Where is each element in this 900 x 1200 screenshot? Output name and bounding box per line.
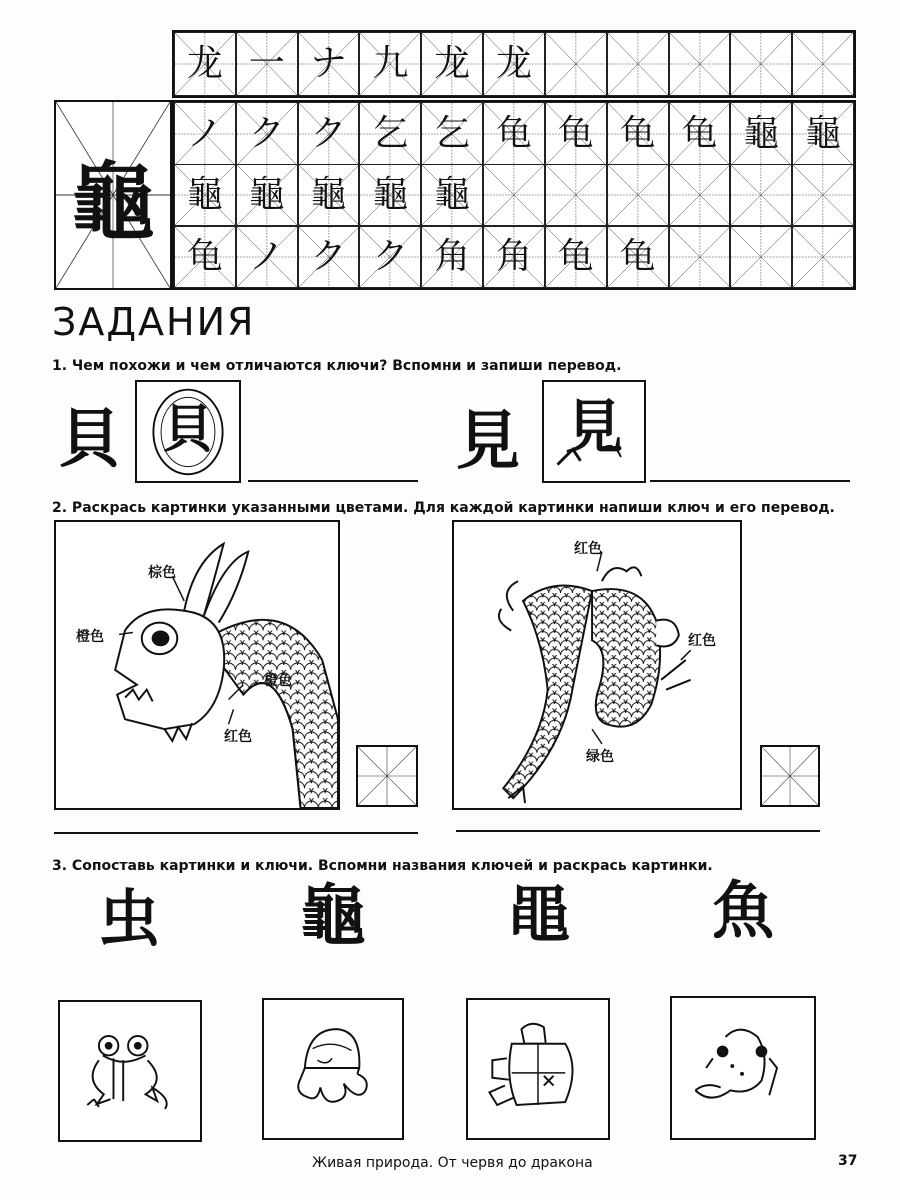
label-red-top: 红色 bbox=[574, 541, 602, 557]
grid-character: 龜 bbox=[372, 174, 409, 215]
grid-cell[interactable] bbox=[792, 32, 854, 96]
see-character: 見 bbox=[564, 393, 623, 461]
task-3-char-turtle: 龜 bbox=[300, 876, 366, 954]
grid-cell[interactable] bbox=[174, 164, 236, 226]
grid-cell[interactable] bbox=[607, 32, 669, 96]
grid-cell[interactable] bbox=[669, 226, 731, 288]
task-1-char-b: 見 bbox=[456, 404, 520, 479]
grid-cell[interactable] bbox=[359, 226, 421, 288]
task-3-char-frog: 黽 bbox=[508, 878, 571, 951]
dragon-body-picture bbox=[452, 520, 742, 810]
footer-caption: Живая природа. От червя до дракона bbox=[312, 1155, 593, 1171]
task-3-instruction: 3. Сопоставь картинки и ключи. Вспомни названия ключей и раскрась картинки. bbox=[52, 858, 713, 874]
grid-cell[interactable] bbox=[730, 102, 792, 166]
radical-box-left[interactable] bbox=[356, 745, 418, 807]
grid-character: 龟 bbox=[557, 113, 594, 154]
grid-character: ク bbox=[310, 113, 347, 154]
grid-character bbox=[731, 165, 791, 225]
task-1-char-a: 貝 bbox=[58, 402, 122, 477]
grid-cell[interactable] bbox=[483, 226, 545, 288]
task-2-instruction: 2. Раскрась картинки указанными цветами. Для каждой картинки напиши ключ и его перевод. bbox=[52, 500, 835, 516]
stroke-order-row-1 bbox=[172, 30, 856, 98]
task-3-char-fish: 魚 bbox=[712, 874, 775, 947]
jellyfish-icon bbox=[264, 1000, 402, 1138]
grid-character bbox=[731, 33, 791, 95]
guide-lines-icon bbox=[358, 747, 416, 805]
stroke-order-row-2 bbox=[172, 100, 856, 168]
grid-cell[interactable] bbox=[792, 226, 854, 288]
grid-cell[interactable] bbox=[174, 226, 236, 288]
grid-character: 龟 bbox=[495, 113, 532, 154]
task-1-answer-line-b[interactable] bbox=[650, 480, 850, 482]
grid-cell[interactable] bbox=[236, 32, 298, 96]
grid-character bbox=[484, 165, 544, 225]
grid-character: ノ bbox=[248, 236, 285, 277]
dragon-body-icon bbox=[454, 522, 740, 808]
grid-character bbox=[608, 165, 668, 225]
grid-character: 龜 bbox=[434, 174, 471, 215]
grid-cell[interactable] bbox=[545, 164, 607, 226]
grid-cell[interactable] bbox=[421, 164, 483, 226]
tadpole-icon bbox=[672, 998, 814, 1138]
grid-cell[interactable] bbox=[607, 164, 669, 226]
radical-box-right[interactable] bbox=[760, 745, 820, 807]
grid-character: 龜 bbox=[310, 174, 347, 215]
picture-frog[interactable] bbox=[58, 1000, 202, 1142]
grid-cell[interactable] bbox=[421, 102, 483, 166]
task-2-answer-line-right[interactable] bbox=[456, 830, 820, 832]
stroke-order-row-4 bbox=[172, 226, 856, 290]
grid-character: 角 bbox=[495, 236, 532, 277]
guide-lines-icon bbox=[762, 747, 818, 805]
grid-character: 一 bbox=[248, 43, 285, 84]
grid-cell[interactable] bbox=[545, 102, 607, 166]
grid-character bbox=[546, 165, 606, 225]
grid-character: ク bbox=[372, 236, 409, 277]
big-character: 龜 bbox=[70, 151, 155, 251]
grid-character: 龟 bbox=[619, 113, 656, 154]
grid-cell[interactable] bbox=[421, 32, 483, 96]
grid-cell[interactable] bbox=[545, 226, 607, 288]
grid-cell[interactable] bbox=[298, 102, 360, 166]
grid-character: 龙 bbox=[495, 43, 532, 84]
label-orange: 橙色 bbox=[76, 629, 104, 645]
task-1-answer-line-a[interactable] bbox=[248, 480, 418, 482]
grid-character: 龟 bbox=[557, 236, 594, 277]
grid-cell[interactable] bbox=[236, 226, 298, 288]
frog-icon bbox=[60, 1002, 200, 1140]
dragon-head-picture bbox=[54, 520, 340, 810]
grid-cell[interactable] bbox=[298, 226, 360, 288]
label-red: 红色 bbox=[224, 729, 252, 745]
grid-character: 龟 bbox=[186, 236, 223, 277]
grid-cell[interactable] bbox=[730, 32, 792, 96]
task-1-picture-b bbox=[542, 380, 646, 483]
grid-cell[interactable] bbox=[359, 32, 421, 96]
grid-character bbox=[670, 33, 730, 95]
grid-cell[interactable] bbox=[792, 164, 854, 226]
stroke-order-row-3 bbox=[172, 164, 856, 228]
grid-character: 龟 bbox=[681, 113, 718, 154]
grid-cell[interactable] bbox=[545, 32, 607, 96]
grid-character bbox=[670, 165, 730, 225]
grid-character bbox=[731, 227, 791, 287]
label-brown: 棕色 bbox=[148, 565, 176, 581]
grid-cell[interactable] bbox=[298, 164, 360, 226]
turtle-icon bbox=[468, 1000, 608, 1138]
picture-jellyfish[interactable] bbox=[262, 998, 404, 1140]
grid-character: 角 bbox=[434, 236, 471, 277]
grid-character: 龜 bbox=[186, 174, 223, 215]
grid-character: ナ bbox=[310, 43, 347, 84]
grid-cell[interactable] bbox=[236, 102, 298, 166]
grid-cell[interactable] bbox=[669, 102, 731, 166]
grid-cell[interactable] bbox=[669, 164, 731, 226]
walking-figure-icon bbox=[544, 382, 644, 481]
grid-character: ク bbox=[248, 113, 285, 154]
task-1-picture-a bbox=[135, 380, 241, 483]
label-orange-body: 橙色 bbox=[264, 673, 292, 689]
grid-character: 九 bbox=[372, 43, 409, 84]
grid-cell[interactable] bbox=[174, 32, 236, 96]
grid-cell[interactable] bbox=[730, 226, 792, 288]
grid-character: 龜 bbox=[248, 174, 285, 215]
grid-cell[interactable] bbox=[483, 32, 545, 96]
grid-cell[interactable] bbox=[298, 32, 360, 96]
page-number: 37 bbox=[838, 1153, 858, 1169]
grid-cell[interactable] bbox=[730, 164, 792, 226]
grid-cell[interactable] bbox=[792, 102, 854, 166]
grid-cell[interactable] bbox=[359, 102, 421, 166]
picture-tadpole[interactable] bbox=[670, 996, 816, 1140]
grid-cell[interactable] bbox=[669, 32, 731, 96]
task-3-char-insect: 虫 bbox=[98, 882, 161, 955]
grid-cell[interactable] bbox=[236, 164, 298, 226]
label-red-right: 红色 bbox=[688, 633, 716, 649]
grid-character bbox=[793, 165, 853, 225]
grid-character: ノ bbox=[186, 113, 223, 154]
label-green: 绿色 bbox=[586, 749, 614, 765]
grid-cell[interactable] bbox=[607, 226, 669, 288]
shell-character: 貝 bbox=[161, 399, 214, 460]
grid-cell[interactable] bbox=[607, 102, 669, 166]
grid-character: 乞 bbox=[434, 113, 471, 154]
grid-character: 龜 bbox=[805, 113, 842, 154]
grid-cell[interactable] bbox=[421, 226, 483, 288]
dragon-head-icon bbox=[56, 522, 338, 808]
grid-character: 乞 bbox=[372, 113, 409, 154]
grid-character bbox=[546, 33, 606, 95]
task-1-instruction: 1. Чем похожи и чем отличаются ключи? Вспомни и запиши перевод. bbox=[52, 358, 622, 374]
big-character-box bbox=[54, 100, 172, 290]
grid-character bbox=[670, 227, 730, 287]
grid-cell[interactable] bbox=[483, 164, 545, 226]
grid-character: 龜 bbox=[743, 113, 780, 154]
grid-character: ク bbox=[310, 236, 347, 277]
grid-character: 龙 bbox=[434, 43, 471, 84]
grid-character bbox=[608, 33, 668, 95]
grid-cell[interactable] bbox=[359, 164, 421, 226]
section-title: ЗАДАНИЯ bbox=[52, 300, 256, 344]
grid-cell[interactable] bbox=[174, 102, 236, 166]
task-2-answer-line-left[interactable] bbox=[54, 832, 418, 834]
grid-character bbox=[793, 33, 853, 95]
grid-character: 龟 bbox=[619, 236, 656, 277]
grid-character: 龙 bbox=[186, 43, 223, 84]
grid-character bbox=[793, 227, 853, 287]
picture-turtle[interactable] bbox=[466, 998, 610, 1140]
grid-cell[interactable] bbox=[483, 102, 545, 166]
